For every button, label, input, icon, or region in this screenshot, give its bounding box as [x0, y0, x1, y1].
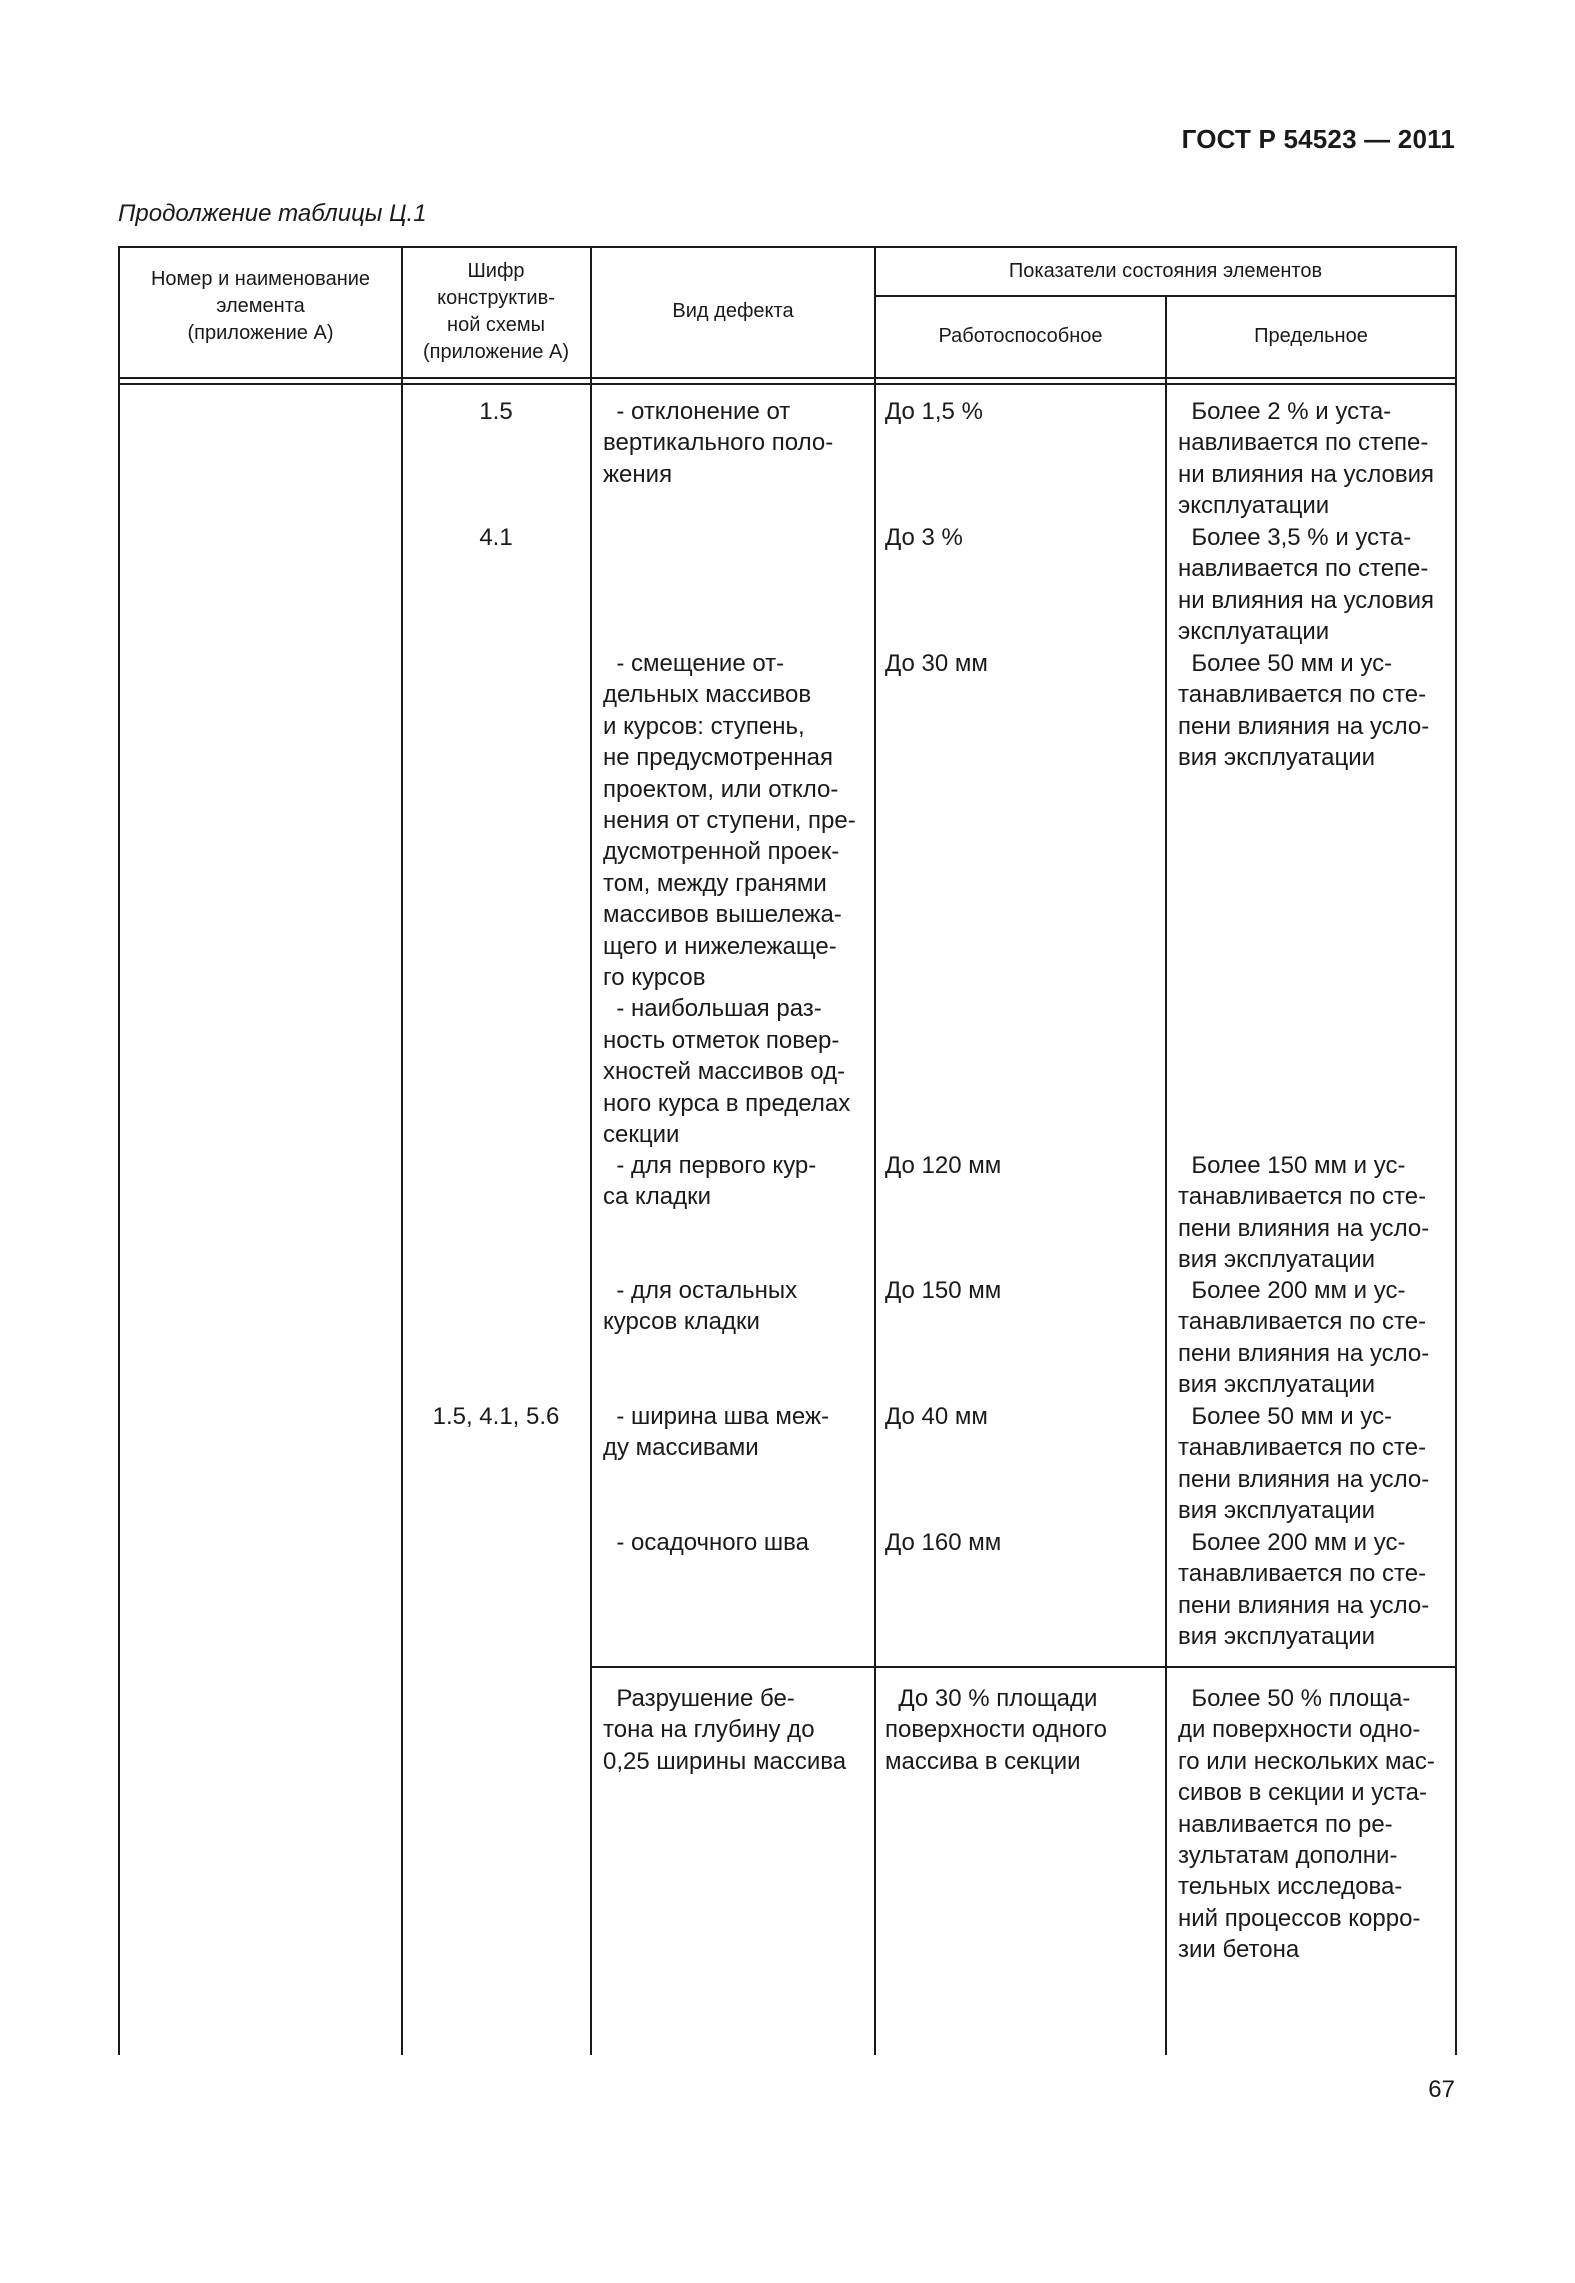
header-bottom-border-2 [118, 383, 1456, 385]
limit-cell: Более 200 мм и ус- танавливается по сте- пени влияния на усло- вия эксплуатации [1178, 1277, 1430, 1399]
limit-cell: Более 50 мм и ус- танавливается по сте- пени влияния на усло- вия эксплуатации [1178, 650, 1430, 772]
workable-cell: До 3 % [885, 524, 963, 551]
column-divider-limit [1165, 295, 1167, 2055]
code-cell: 1.5 [479, 398, 513, 425]
table-right-border [1455, 246, 1457, 2055]
header-indicators: Показатели состояния элементов [1008, 260, 1323, 282]
table-left-border [118, 246, 120, 2055]
row-separator [590, 1666, 1456, 1668]
page-number: 67 [1428, 2076, 1455, 2103]
defect-cell: - для первого кур- са кладки [603, 1152, 817, 1211]
workable-cell: До 120 мм [885, 1152, 1002, 1179]
header-element: Номер и наименование элемента (приложение А) [150, 268, 371, 344]
limit-cell: Более 150 мм и ус- танавливается по сте- пени влияния на усло- вия эксплуатации [1178, 1152, 1430, 1274]
column-divider-defect [590, 246, 592, 2055]
workable-cell: До 1,5 % [885, 398, 983, 425]
table-caption: Продолжение таблицы Ц.1 [118, 200, 427, 227]
workable-cell: До 40 мм [885, 1403, 988, 1430]
limit-cell: Более 50 мм и ус- танавливается по сте- пени влияния на усло- вия эксплуатации [1178, 1403, 1430, 1525]
defect-cell: - ширина шва меж- ду массивами [603, 1403, 830, 1462]
code-cell: 1.5, 4.1, 5.6 [432, 1403, 560, 1430]
header-code: Шифр конструктив- ной схемы (приложение А) [423, 260, 569, 363]
limit-cell: Более 200 мм и ус- танавливается по сте- пени влияния на усло- вия эксплуатации [1178, 1529, 1430, 1651]
defect-cell: - отклонение от вертикального поло- жения [603, 398, 834, 488]
header-workable: Работоспособное [938, 325, 1103, 347]
indicators-divider [874, 295, 1456, 297]
defect-cell: Разрушение бе- тона на глубину до 0,25 ширины массива [603, 1685, 847, 1775]
workable-cell: До 160 мм [885, 1529, 1002, 1556]
document-code: ГОСТ Р 54523 — 2011 [1181, 124, 1455, 154]
header-bottom-border-1 [118, 377, 1456, 379]
column-divider-code [401, 246, 403, 2055]
limit-cell: Более 3,5 % и уста- навливается по степе- ни влияния на условия эксплуатации [1178, 524, 1435, 646]
defect-cell: - для остальных курсов кладки [603, 1277, 798, 1336]
column-divider-workable [874, 246, 876, 2055]
header-limit: Предельное [1254, 325, 1368, 347]
defect-cell: - осадочного шва [603, 1529, 809, 1556]
defect-cell: - смещение от- дельных массивов и курсов: ступень, не предусмотренная проектом, или откло- нения от ступени, пре- дусмотренной проек- том, между гранями массивов вышележа- щего и нижележаще- го курсов - наибольшая раз- ность отметок повер- хностей массивов од- ного курса в пределах секции [603, 650, 856, 1149]
limit-cell: Более 50 % площа- ди поверхности одно- го или нескольких мас- сивов в секции и уста- навливается по ре- зультатам дополни- тельных исследова- ний процессов корро- зии бетона [1178, 1685, 1435, 1964]
limit-cell: Более 2 % и уста- навливается по степе- ни влияния на условия эксплуатации [1178, 398, 1435, 520]
workable-cell: До 30 % площади поверхности одного массива в секции [885, 1685, 1107, 1775]
table-top-border [118, 246, 1456, 248]
workable-cell: До 30 мм [885, 650, 988, 677]
code-cell: 4.1 [479, 524, 513, 551]
workable-cell: До 150 мм [885, 1277, 1002, 1304]
header-defect: Вид дефекта [672, 300, 794, 322]
